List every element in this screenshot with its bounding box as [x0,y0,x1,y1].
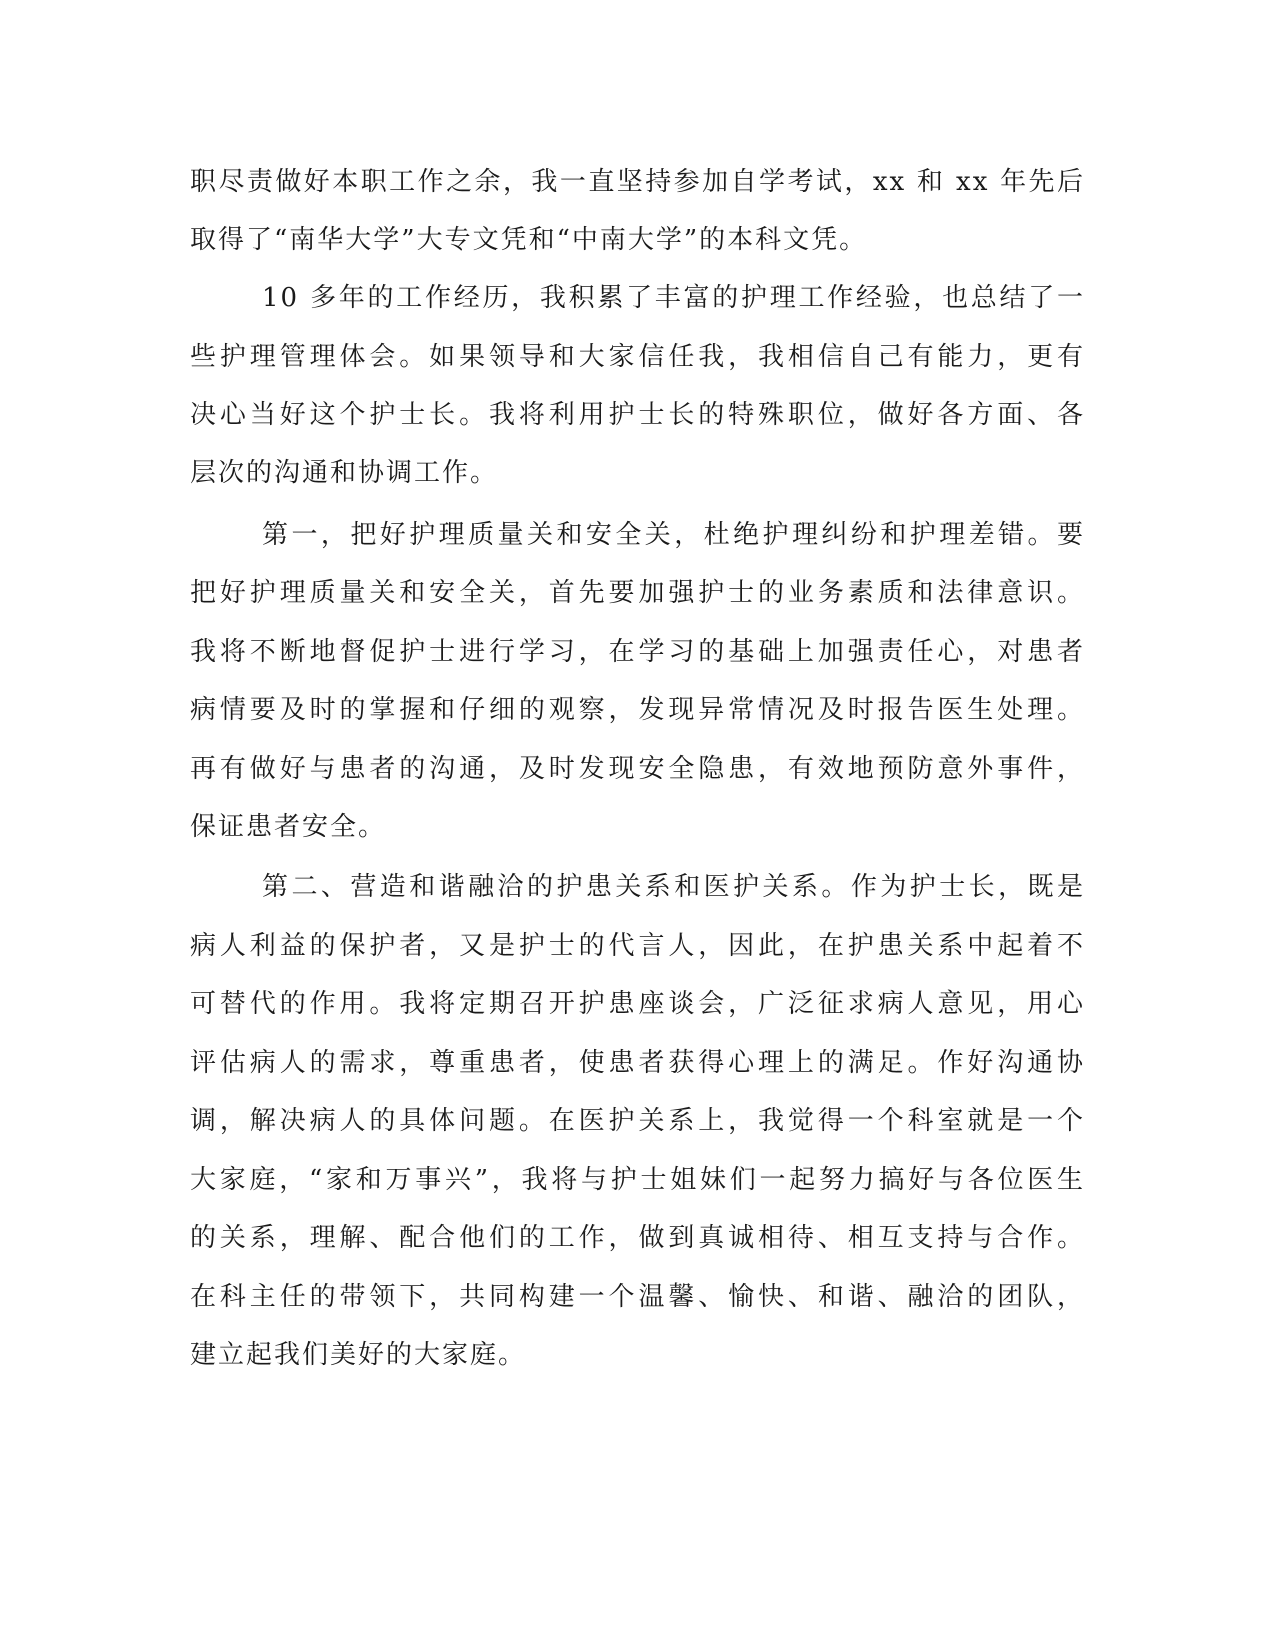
text-line: 的关系，理解、配合他们的工作，做到真诚相待、相互支持与合作。 [190,1223,1085,1253]
text-line: 在科主任的带领下，共同构建一个温馨、愉快、和谐、融洽的团队， [190,1282,1085,1312]
text-line: 病情要及时的掌握和仔细的观察，发现异常情况及时报告医生处理。 [190,695,1085,725]
text-line: 病人利益的保护者，又是护士的代言人，因此，在护患关系中起着不 [190,931,1085,961]
text-line: 10 多年的工作经历，我积累了丰富的护理工作经验，也总结了一 [262,283,1085,313]
text-line: 大家庭，“家和万事兴”，我将与护士姐妹们一起努力搞好与各位医生 [190,1165,1085,1195]
text-line: 调，解决病人的具体问题。在医护关系上，我觉得一个科室就是一个 [190,1106,1085,1136]
text-line: 我将不断地督促护士进行学习，在学习的基础上加强责任心，对患者 [190,637,1085,667]
text-line: 可替代的作用。我将定期召开护患座谈会，广泛征求病人意见，用心 [190,989,1085,1019]
text-line: 职尽责做好本职工作之余，我一直坚持参加自学考试，xx 和 xx 年先后 [190,167,1085,197]
text-line: 把好护理质量关和安全关，首先要加强护士的业务素质和法律意识。 [190,578,1085,608]
text-line: 保证患者安全。 [190,812,387,842]
text-line: 第二、营造和谐融洽的护患关系和医护关系。作为护士长，既是 [262,872,1085,902]
text-line: 建立起我们美好的大家庭。 [190,1340,527,1370]
text-line: 些护理管理体会。如果领导和大家信任我，我相信自己有能力，更有 [190,342,1085,372]
text-line: 决心当好这个护士长。我将利用护士长的特殊职位，做好各方面、各 [190,400,1085,430]
text-line: 层次的沟通和协调工作。 [190,458,499,488]
text-line: 取得了“南华大学”大专文凭和“中南大学”的本科文凭。 [190,225,868,255]
text-line: 评估病人的需求，尊重患者，使患者获得心理上的满足。作好沟通协 [190,1048,1085,1078]
text-line: 再有做好与患者的沟通，及时发现安全隐患，有效地预防意外事件， [190,754,1085,784]
text-line: 第一，把好护理质量关和安全关，杜绝护理纠纷和护理差错。要 [262,520,1085,550]
